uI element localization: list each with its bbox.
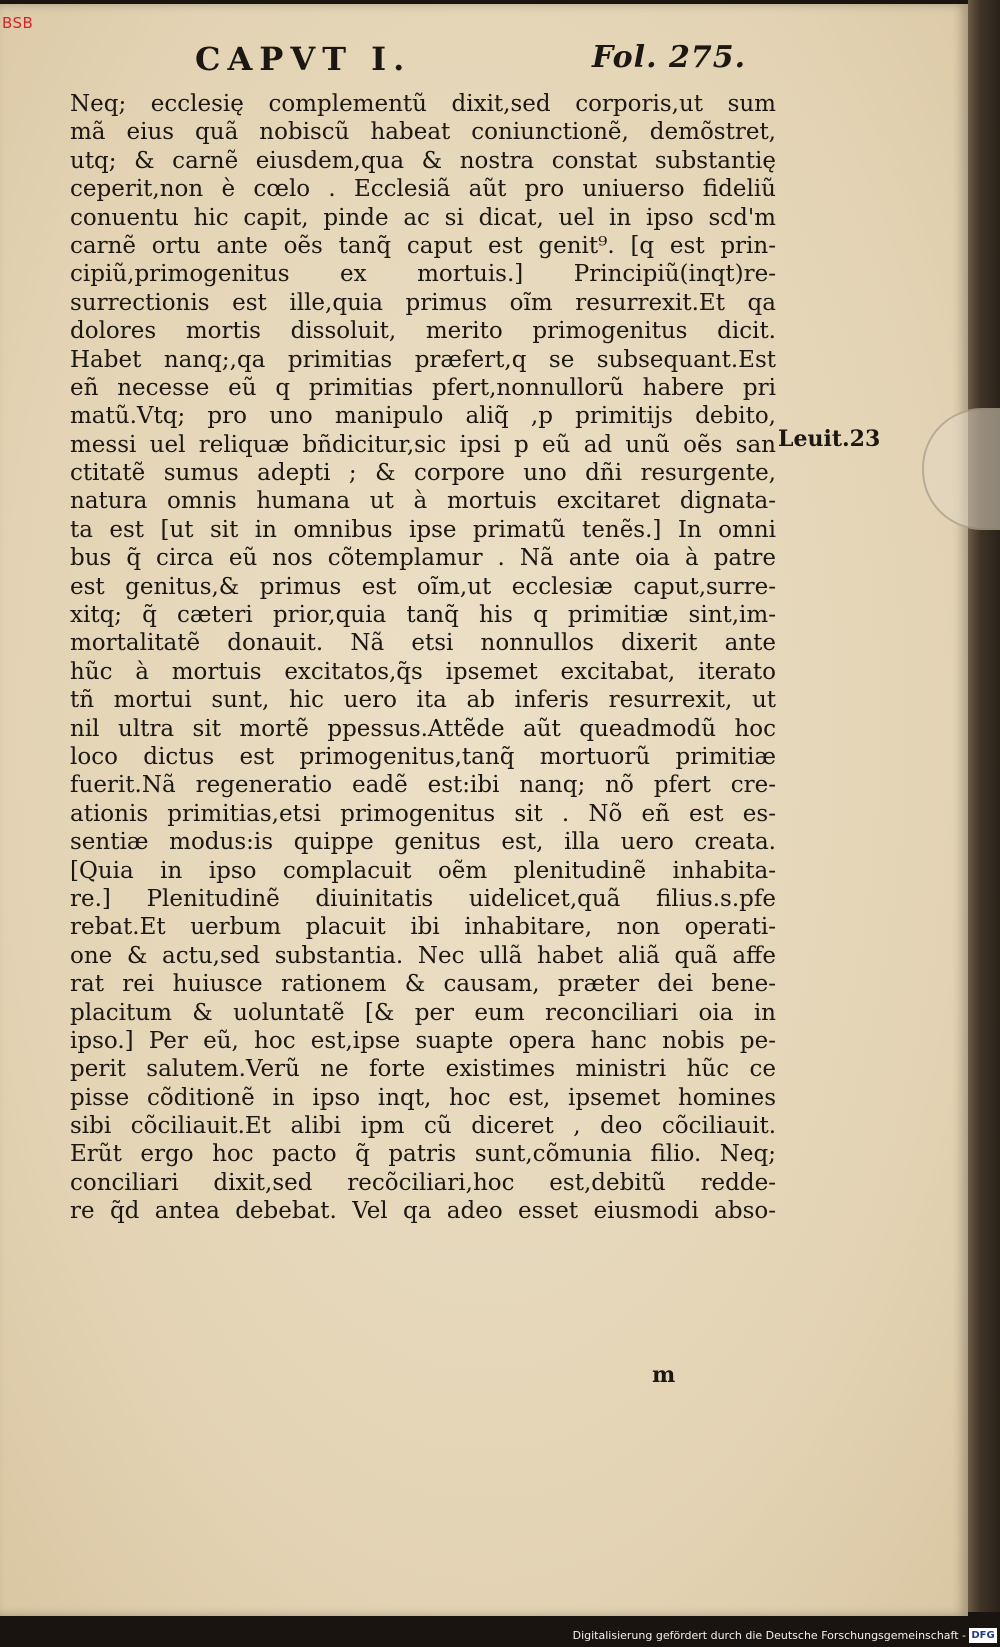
text-line: eñ necesse eũ q primitias pfert,nonnullorũ habere pri (70, 374, 776, 401)
text-line: conciliari dixit,sed recõciliari,hoc est,debitũ redde- (70, 1169, 776, 1196)
text-line: sentiæ modus:is quippe genitus est, illa uero creata. (70, 829, 776, 856)
folio-number: Fol. 275. (592, 40, 747, 75)
text-line: ta est [ut sit in omnibus ipse primatũ tenẽs.] In omni (70, 516, 776, 543)
text-line: Neq; ecclesię complementũ dixit,sed corporis,ut sum (70, 91, 776, 117)
text-line: ceperit,non è cœlo . Ecclesiã aũt pro uniuerso fideliũ (70, 176, 776, 203)
text-line: Erũt ergo hoc pacto q̃ patris sunt,cõmunia filio. Neq; (70, 1141, 776, 1168)
text-line: surrectionis est ille,quia primus oĩm resurrexit.Et qa (70, 289, 776, 316)
text-line: perit salutem.Verũ ne forte existimes ministri hũc ce (70, 1056, 776, 1083)
text-line: pisse cõditionẽ in ipso inqt, hoc est, ipsemet homines (70, 1084, 776, 1111)
text-line: hũc à mortuis excitatos,q̃s ipsemet excitabat, iterato (70, 658, 776, 685)
text-line: one & actu,sed substantia. Nec ullã habet aliã quã affe (70, 942, 776, 969)
text-line: rebat.Et uerbum placuit ibi inhabitare, non operati- (70, 914, 776, 941)
text-line: natura omnis humana ut à mortuis excitaret dignata- (70, 488, 776, 515)
marginal-note: Leuit.23 (778, 426, 881, 452)
body-text (70, 90, 776, 1226)
funding-credit: Digitalisierung gefördert durch die Deutsche Forschungsgemeinschaft - (572, 1629, 966, 1642)
text-line: fuerit.Nã regeneratio eadẽ est:ibi nanq; nõ pfert cre- (70, 772, 776, 799)
text-line: ipso.] Per eũ, hoc est,ipse suapte opera hanc nobis pe- (70, 1027, 776, 1054)
text-line: cipiũ,primogenitus ex mortuis.] Principiũ(inqt)re- (70, 261, 776, 288)
catchword: m (652, 1362, 676, 1388)
text-line: ationis primitias,etsi primogenitus sit . Nõ eñ est es- (70, 800, 776, 827)
text-line: nil ultra sit mortẽ ppessus.Attẽde aũt queadmodũ hoc (70, 715, 776, 742)
text-line: placitum & uoluntatẽ [& per eum reconciliari oia in (70, 999, 776, 1026)
text-line: sibi cõciliauit.Et alibi ipm cũ diceret , deo cõciliauit. (70, 1113, 776, 1140)
text-line: carnẽ ortu ante oẽs tanq̃ caput est genit⁹. [q est prin- (70, 232, 776, 259)
library-logo: BSB (2, 14, 34, 32)
text-line: re q̃d antea debebat. Vel qa adeo esset eiusmodi abso- (70, 1198, 776, 1225)
text-line: mã eius quã nobiscũ habeat coniunctionẽ, demõstret, (70, 119, 776, 146)
text-line: tñ mortui sunt, hic uero ita ab inferis resurrexit, ut (70, 687, 776, 714)
text-line: est genitus,& primus est oĩm,ut ecclesiæ caput,surre- (70, 573, 776, 600)
text-line: dolores mortis dissoluit, merito primogenitus dicit. (70, 318, 776, 345)
footer-bar (0, 1626, 1000, 1647)
text-line: rat rei huiusce rationem & causam, præter dei bene- (70, 971, 776, 998)
text-line: [Quia in ipso complacuit oẽm plenitudinẽ inhabita- (70, 857, 776, 884)
text-line: bus q̃ circa eũ nos cõtemplamur . Nã ante oia à patre (70, 545, 776, 572)
running-head: CAPVT I. (195, 40, 412, 78)
book-page (0, 4, 968, 1616)
text-line: utq; & carnẽ eiusdem,qua & nostra constat substantię (70, 147, 776, 174)
page-header (0, 40, 968, 84)
text-line: xitq; q̃ cæteri prior,quia tanq̃ his q primitiæ sint,im- (70, 602, 776, 629)
text-line: matũ.Vtq; pro uno manipulo aliq̃ ,p primitijs debito, (70, 403, 776, 430)
text-line: ctitatẽ sumus adepti ; & corpore uno dñi resurgente, (70, 460, 776, 487)
dfg-logo: DFG (969, 1628, 997, 1643)
page-edge (968, 0, 1000, 1612)
text-line: conuentu hic capit, pinde ac si dicat, uel in ipso scd'm (70, 204, 776, 231)
text-line: Habet nanq;,qa primitias præfert,q se subsequant.Est (70, 346, 776, 373)
text-line: loco dictus est primogenitus,tanq̃ mortuorũ primitiæ (70, 743, 776, 770)
text-line: mortalitatẽ donauit. Nã etsi nonnullos dixerit ante (70, 630, 776, 657)
text-line: re.] Plenitudinẽ diuinitatis uidelicet,quã filius.s.pfe (70, 885, 776, 912)
text-line: messi uel reliquæ bñdicitur,sic ipsi p eũ ad unũ oẽs san (70, 431, 776, 458)
